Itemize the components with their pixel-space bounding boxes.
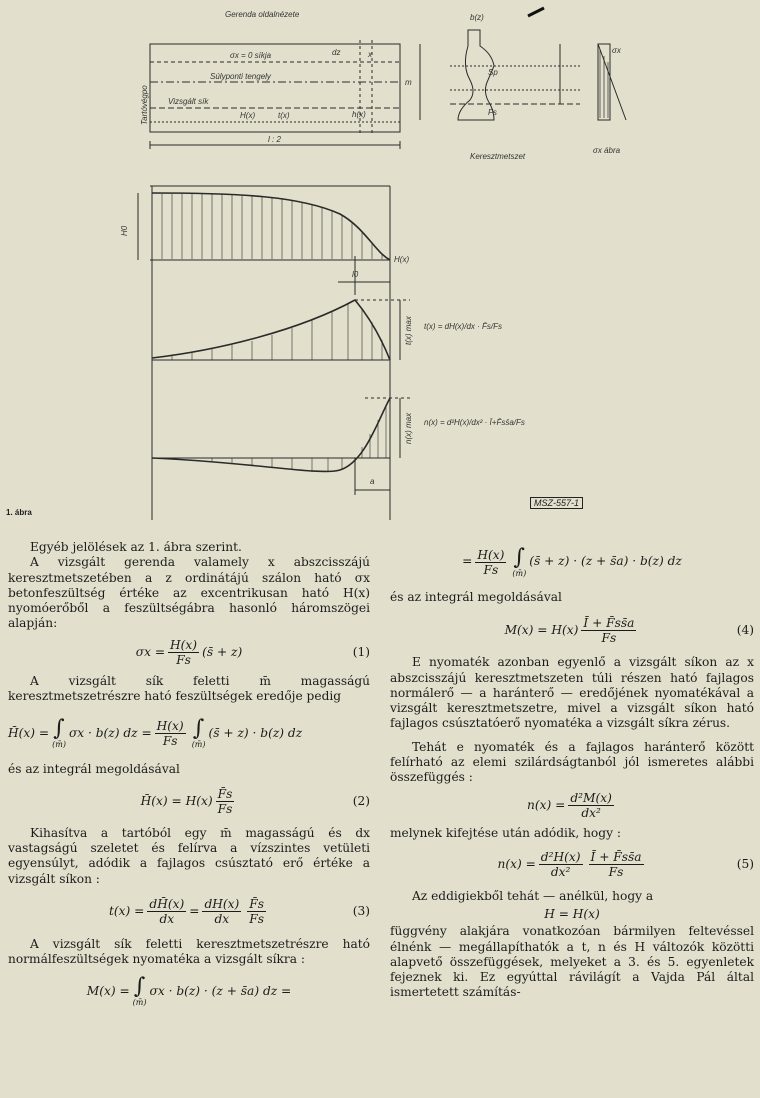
eqmc-pre: =	[462, 554, 473, 569]
label-fs: Fs	[488, 108, 497, 117]
eq5-lhs: n(x) =	[497, 857, 536, 872]
eqmc-tail: (s̄ + z) · (z + s̄a) · b(z) dz	[529, 554, 682, 569]
eqm-tail: σx · b(z) · (z + s̄a) dz =	[149, 983, 292, 998]
eq3-n3: F̄s	[249, 897, 264, 912]
right-paragraph-6: függvény alakjára vonatkozóan bármilyen feltevéssel élnénk — megállapíthatók a t, n és H változók közötti alapvető összefüggések, melyeket a 3. és 5. egyenletek fejeznek ki. Ez egyúttal rávilágít a Vajda Pál által ismertetett számítás-	[390, 924, 754, 1000]
eqh-limit-2: (m̄)	[191, 739, 206, 749]
eqh-mid: σx · b(z) dz =	[68, 725, 152, 740]
standard-stamp: MSZ-557-1	[530, 497, 583, 509]
label-sigma-x: σx	[612, 46, 621, 55]
label-examined-plane: Vizsgált sík	[168, 97, 209, 106]
eq5-n1: d²H(x)	[540, 850, 581, 865]
left-column	[8, 540, 370, 1015]
label-stress-diagram: σx ábra	[593, 146, 621, 155]
eqn-den: dx²	[581, 806, 601, 821]
eq3-equals: =	[189, 904, 200, 919]
right-column	[390, 534, 754, 1001]
right-paragraph-3: Tehát e nyomaték és a fajlagos haránterő között felírható az elemi szilárdságtanból jól ismeretes alábbi összefüggés :	[390, 739, 754, 785]
eq3-d3: Fs	[249, 912, 264, 927]
eqm-lhs: M(x) =	[86, 983, 130, 998]
label-hx: H(x)	[394, 255, 410, 264]
paragraph-3: A vizsgált sík feletti m̄ magasságú keresztmetszetrészre ható feszültségek eredője pedig	[8, 673, 370, 704]
eq1-den: Fs	[176, 653, 191, 668]
label-dz: dz	[332, 48, 341, 57]
label-sp: Sp	[488, 68, 498, 77]
eq5-d2: Fs	[608, 865, 624, 880]
label-x: x	[368, 50, 372, 59]
label-h-tail: h(x)	[352, 110, 366, 119]
label-cross-section: Keresztmetszet	[470, 152, 526, 161]
label-h0: H0	[120, 225, 129, 236]
equation-hbar: H̄(x) = ∫ (m̄) σx · b(z) dz = $\frac{H(x)}{Fs}$ ∫ (m̄) (s̄ + z) · b(z) dz	[8, 715, 303, 749]
eqh-limit-1: (m̄)	[52, 739, 66, 749]
eqn-lhs: n(x) =	[527, 798, 566, 813]
equation-2	[8, 778, 370, 826]
eq3-d2: dx	[214, 912, 230, 927]
eq4-num: Ī + F̄ss̄a	[583, 615, 635, 630]
eq3-n1: dH̄(x)	[149, 897, 185, 912]
eq3-lhs: t(x) =	[109, 904, 145, 919]
label-t-small: t(x)	[278, 111, 290, 120]
right-paragraph-1: és az integrál megoldásával	[390, 590, 562, 604]
eqh-den: Fs	[162, 733, 178, 748]
eq2-num: F̄s	[217, 787, 233, 802]
n-curve	[152, 398, 390, 471]
eq3-n2: dH(x)	[204, 897, 240, 912]
right-paragraph-4: melynek kifejtése után adódik, hogy :	[390, 825, 621, 840]
eqm-limit: (m̄)	[132, 997, 147, 1007]
equation-3	[8, 887, 370, 937]
right-paragraph-2: E nyomaték azonban egyenlő a vizsgált síkon az x abszcisszájú keresztmetszeten túli részen ható fajlagos normálerő — a haránterő — eredőjének nyomatékával a vizsgált keresztmetszetre, mivel a vizsgált síkon ható fajlagos csúsztatóerő nyomatéka a vizsgált síkra zérus.	[390, 655, 754, 731]
equation-5	[390, 841, 754, 889]
eq5-number: (5)	[736, 857, 754, 872]
ink-mark	[528, 8, 544, 16]
eqh-num: H(x)	[156, 718, 184, 733]
figure-caption: 1. ábra	[6, 508, 32, 517]
equation-m-cont: = $\frac{H(x)}{Fs}$ ∫ (m̄) (s̄ + z) · (z + s̄a) · b(z) dz	[462, 544, 682, 578]
label-n-equation: n(x) = d²H(x)/dx² · Ī+F̄ss̄a/Fs	[424, 418, 525, 427]
eq4-lhs: M(x) = H(x)	[504, 622, 579, 637]
label-t-equation: t(x) = dH(x)/dx · F̄s/Fs	[424, 322, 502, 331]
label-beam-end: Tartóvégpo	[140, 85, 149, 125]
eq1-lhs: σx =	[135, 645, 166, 660]
label-m: m	[405, 78, 412, 87]
equation-h	[390, 904, 754, 924]
eq2-lhs: H̄(x) = H(x)	[140, 794, 213, 809]
t-curve	[152, 300, 390, 360]
eq4-number: (4)	[736, 622, 754, 637]
eq4-den: Fs	[601, 630, 617, 645]
label-bz: b(z)	[470, 13, 484, 22]
eq1-number: (1)	[352, 645, 370, 660]
label-t-max: t(x) max	[404, 316, 413, 345]
figure-1	[0, 0, 760, 520]
label-a: a	[370, 477, 375, 486]
paragraph-5: Kihasítva a tartóból egy m̄ magasságú és dx vastagságú szeletet és felírva a vízszintes vetületi egyensúlyt, adódik a fajlagos csúsztató erő értéke a vizsgált síkon :	[8, 825, 370, 886]
equation-m: M(x) = ∫ (m̄) σx · b(z) · (z + s̄a) dz =	[86, 973, 292, 1007]
right-paragraph-5: Az eddigiekből tehát — anélkül, hogy a	[412, 888, 654, 903]
eqmc-limit: (m̄)	[512, 568, 527, 578]
h-curve	[152, 193, 390, 260]
eq2-den: Fs	[217, 802, 233, 817]
eqmc-num: H(x)	[477, 547, 505, 562]
eqn-num: d²M(x)	[570, 791, 612, 806]
eqh-function: H = H(x)	[544, 906, 600, 921]
equation-1	[8, 632, 370, 674]
label-half-span: l : 2	[268, 135, 281, 144]
figure-drawing	[0, 0, 760, 520]
label-centroid: Súlyponti tengely	[210, 72, 271, 81]
eqh-tail: (s̄ + z) · b(z) dz	[208, 725, 303, 740]
paragraph-4: és az integrál megoldásával	[8, 762, 180, 777]
eq1-num: H(x)	[170, 638, 198, 653]
h-hatching	[162, 194, 382, 259]
eqh-lhs: H̄(x) =	[8, 725, 50, 740]
label-gerenda: Gerenda oldalnézete	[225, 10, 300, 19]
paragraph-1: Egyéb jelölések az 1. ábra szerint.	[30, 540, 242, 554]
eq5-d1: dx²	[550, 865, 571, 880]
equation-4	[390, 605, 754, 655]
eq1-tail: (s̄ + z)	[202, 645, 243, 660]
label-h-small: H(x)	[240, 111, 256, 120]
eqmc-den: Fs	[483, 562, 499, 577]
eq3-d1: dx	[159, 912, 175, 927]
label-l0: l0	[352, 270, 359, 279]
label-n-max: n(x) max	[404, 412, 413, 444]
paragraph-2: A vizsgált gerenda valamely x abszcisszájú keresztmetszetében a z ordinátájú szálon ható σx betonfeszültség értéke az excentrikusan ható H(x) nyomóerőből a feszültségábra hasonló háromszögei alapján:	[8, 555, 370, 631]
paragraph-6: A vizsgált sík feletti keresztmetszetrészre ható normálfeszültségek nyomatéka a vizsgált síkra :	[8, 936, 370, 967]
equation-n	[390, 786, 754, 826]
eq3-number: (3)	[352, 904, 370, 919]
n-hatching	[212, 405, 386, 472]
eq5-n2: Ī + F̄ss̄a	[590, 850, 642, 865]
label-zero-stress: σx = 0 síkja	[230, 51, 272, 60]
eq2-number: (2)	[352, 794, 370, 809]
